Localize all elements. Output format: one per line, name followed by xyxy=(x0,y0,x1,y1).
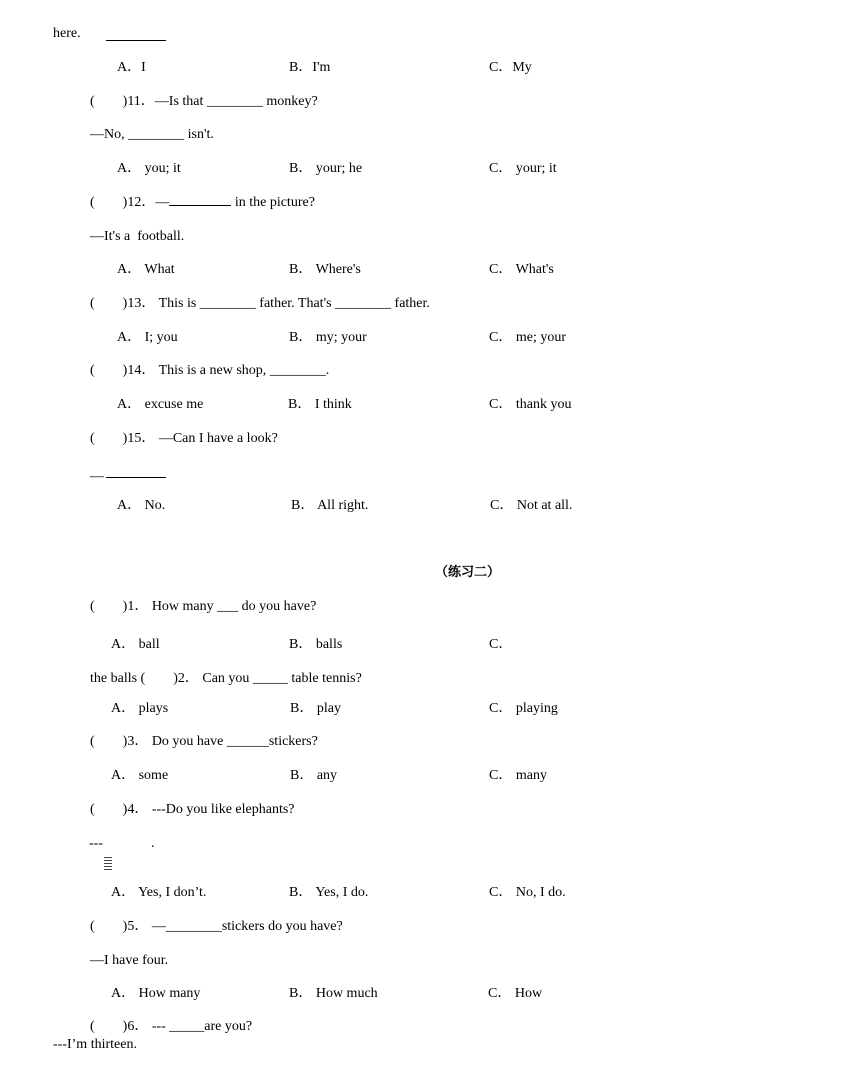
q13-stem: ( )13． This is ________ father. That's ________ father. xyxy=(90,296,430,311)
q14-option-a: A． excuse me xyxy=(117,397,204,412)
text-cursor-mark xyxy=(104,857,112,872)
q12-option-b: B． Where's xyxy=(289,262,361,277)
p2-q4-option-a: A． Yes, I don’t. xyxy=(111,885,207,900)
q10-option-a: A．I xyxy=(117,60,146,75)
q15-option-a: A． No. xyxy=(117,498,166,513)
p2-q2-option-a: A． plays xyxy=(111,701,169,716)
p2-q4-answer-dot: . xyxy=(151,836,155,851)
p2-q2-option-b: B． play xyxy=(290,701,341,716)
section-heading: （练习二） xyxy=(435,565,501,580)
q13-option-b: B． my; your xyxy=(289,330,367,345)
q13-option-c: C． me; your xyxy=(489,330,566,345)
p2-q2-option-c: C． playing xyxy=(489,701,558,716)
p2-q1-option-a: A． ball xyxy=(111,637,160,652)
p2-q3-option-b: B． any xyxy=(290,768,338,783)
q13-option-a: A． I; you xyxy=(117,330,178,345)
p2-q2-stem: ( )2． Can you _____ table tennis? xyxy=(137,671,362,686)
p2-q5-option-c: C． How xyxy=(488,986,543,1001)
q11-stem-reply: —No, ________ isn't. xyxy=(90,127,214,142)
q11-option-c: C． your; it xyxy=(489,161,557,176)
q12-stem xyxy=(90,195,315,211)
q12-stem-prefix: ( )12．— xyxy=(90,195,170,210)
p2-q5-option-a: A． How many xyxy=(111,986,201,1001)
q12-stem-reply: —It's a football. xyxy=(90,229,185,244)
p2-q4-option-b: B． Yes, I do. xyxy=(289,885,369,900)
q11-stem: ( )11．—Is that ________ monkey? xyxy=(90,94,318,109)
p2-q3-option-a: A． some xyxy=(111,768,169,783)
q10-option-c: C．My xyxy=(489,60,532,75)
p2-q1-stem: ( )1． How many ___ do you have? xyxy=(90,599,317,614)
p2-q6-stem: ( )6． --- _____are you? xyxy=(90,1019,253,1034)
p2-q6-stem-reply: ---I’m thirteen. xyxy=(53,1037,137,1052)
q12-stem-suffix: in the picture? xyxy=(231,195,315,210)
q15-answer-blank xyxy=(106,467,166,478)
p2-q3-option-c: C． many xyxy=(489,768,547,783)
p2-q4-stem: ( )4． ---Do you like elephants? xyxy=(90,802,295,817)
q12-option-c: C． What's xyxy=(489,262,554,277)
p2-q1-option-b: B． balls xyxy=(289,637,343,652)
p2-q5-option-b: B． How much xyxy=(289,986,378,1001)
q14-option-c: C． thank you xyxy=(489,397,572,412)
answer-blank xyxy=(106,30,166,41)
q14-option-b: B． I think xyxy=(288,397,352,412)
q11-option-b: B． your; he xyxy=(289,161,363,176)
p2-q4-answer-prefix: --- xyxy=(89,836,103,851)
q15-option-c: C． Not at all. xyxy=(490,498,573,513)
q12-blank xyxy=(169,195,231,206)
q15-option-b: B． All right. xyxy=(291,498,369,513)
p2-q4-option-c: C． No, I do. xyxy=(489,885,566,900)
p2-q2-stem-line xyxy=(90,671,362,687)
p2-q3-stem: ( )3． Do you have ______stickers? xyxy=(90,734,318,749)
q15-stem: ( )15． —Can I have a look? xyxy=(90,431,278,446)
q10-option-b: B．I'm xyxy=(289,60,331,75)
q11-option-a: A． you; it xyxy=(117,161,181,176)
q14-stem: ( )14． This is a new shop, ________. xyxy=(90,363,330,378)
intro-text: here. xyxy=(53,26,81,41)
p2-q5-stem-reply: —I have four. xyxy=(90,953,169,968)
q12-option-a: A． What xyxy=(117,262,175,277)
p2-q5-stem: ( )5． —________stickers do you have? xyxy=(90,919,343,934)
q15-answer-prefix: — xyxy=(90,469,104,484)
p2-q1-option-c-text: the balls xyxy=(90,671,138,686)
p2-q1-option-c: C． xyxy=(489,637,513,652)
